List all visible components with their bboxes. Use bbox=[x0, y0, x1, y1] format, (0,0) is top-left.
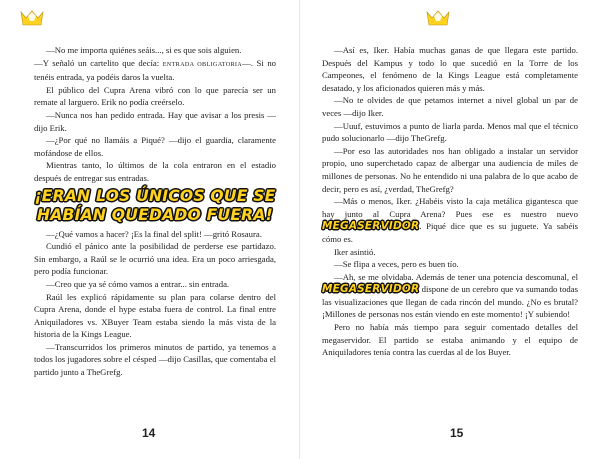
paragraph: —Transcurridos los primeros minutos de partido, ya tenemos a todos los jugadores sobre el césped —dijo Casillas, que comentaba el partido junto a TheGrefg. bbox=[34, 341, 276, 378]
left-body-text bbox=[34, 44, 276, 379]
paragraph: —¿Por qué no llamáis a Piqué? —dijo el guardia, claramente mofándose de ellos. bbox=[34, 135, 276, 158]
text-span: —Más o menos, Iker. ¿Habéis visto la caja metálica gigantesca que hay junto al Cupra Arena? Pues ese es nuestro nuevo bbox=[322, 196, 578, 219]
right-page bbox=[300, 0, 600, 459]
paragraph: —Por eso las autoridades nos han obligado a instalar un servidor propio, uno superchetado capaz de albergar una audiencia de miles de millones de personas. No he entendido ni una palabra de lo que acabo de decir, pero es así, ¿verdad, TheGrefg? bbox=[322, 145, 578, 194]
paragraph: —¿Qué vamos a hacer? ¡Es la final del split! —gritó Rosaura. bbox=[46, 228, 262, 239]
headline-line: HABÍAN QUEDADO FUERA! bbox=[37, 205, 273, 224]
chapter-headline bbox=[34, 187, 276, 225]
paragraph: Pero no había más tiempo para seguir comentado detalles del megaservidor. El partido se estaba animando y el equipo de Aniquiladores tenía contra las cuerdas al de los Buyer. bbox=[322, 322, 578, 358]
paragraph: —Creo que ya sé cómo vamos a entrar... sin entrada. bbox=[46, 278, 230, 289]
text-span: —Ah, se me olvidaba. Además de tener una potencia descomunal, el bbox=[334, 271, 578, 282]
paragraph: —Nunca nos han pedido entrada. Hay que avisar a los presis —dijo Erik. bbox=[34, 109, 276, 133]
text-span: dispone de un cerebro que va sumando todas las visualizaciones que llegan de cada rincón del mundo. ¿No es brutal? ¡Millones de personas nos están viendo en este momento! ¡Y subiendo! bbox=[322, 284, 578, 320]
small-caps-sign-text: ENTRADA OBLIGATORIA bbox=[162, 60, 243, 68]
crown-icon bbox=[20, 10, 44, 26]
paragraph: —Uuuf, estuvimos a punto de liarla parda. Menos mal que el técnico pudo solucionarlo —dijo TheGrefg. bbox=[322, 120, 578, 144]
megaservidor-highlight: MEGASERVIDOR bbox=[322, 283, 420, 296]
right-body-text bbox=[322, 44, 578, 359]
paragraph: —No te olvides de que petamos internet a nivel global un par de veces —dijo Iker. bbox=[322, 95, 578, 118]
paragraph: Raúl les explicó rápidamente su plan para colarse dentro del Cupra Arena, donde el hype estaba fuera de control. La final entre Aniquiladores vs. XBuyer Team estaba siendo la más vista de la historia de la Kings League. bbox=[34, 291, 276, 340]
paragraph bbox=[34, 57, 276, 84]
text-span: . Piqué dice que es su juguete. Ya sabéis cómo es. bbox=[322, 221, 578, 244]
paragraph: —No me importa quiénes seáis..., si es que sois alguien. bbox=[46, 45, 242, 55]
text-span: —. Si no tenéis entrada, ya podéis daros la vuelta. bbox=[34, 57, 277, 83]
headline-line: ¡ERAN LOS ÚNICOS QUE SE bbox=[34, 186, 276, 205]
paragraph: El público del Cupra Arena vibró con lo que parecía ser un remate al larguero. Erik no podía creérselo. bbox=[34, 84, 276, 108]
page-number: 14 bbox=[142, 426, 156, 440]
paragraph bbox=[322, 195, 578, 245]
paragraph: Cundió el pánico ante la posibilidad de perderse ese partidazo. Sin embargo, a Raúl se le ocurrió una idea. Era un poco arriesgada, pero podía funcionar. bbox=[34, 241, 276, 277]
paragraph bbox=[322, 271, 578, 321]
megaservidor-highlight: MEGASERVIDOR bbox=[322, 220, 420, 233]
paragraph: Iker asintió. bbox=[334, 246, 376, 257]
paragraph: —Se flipa a veces, pero es buen tío. bbox=[334, 259, 459, 270]
paragraph: Mientras tanto, lo últimos de la cola entraron en el estadio después de entregar sus entradas. bbox=[34, 160, 276, 183]
crown-icon bbox=[426, 10, 450, 26]
text-span: —Y señaló un cartelito que decía: bbox=[34, 57, 160, 68]
paragraph: —Así es, Iker. Había muchas ganas de que llegara este partido. Después del Kampus y todo lo que sucedió en la Torre de los Campeones, el fenómeno de la Kings League está completamente desatado, y los aficionados quieren más y más. bbox=[322, 45, 578, 93]
page-number: 15 bbox=[450, 426, 464, 440]
